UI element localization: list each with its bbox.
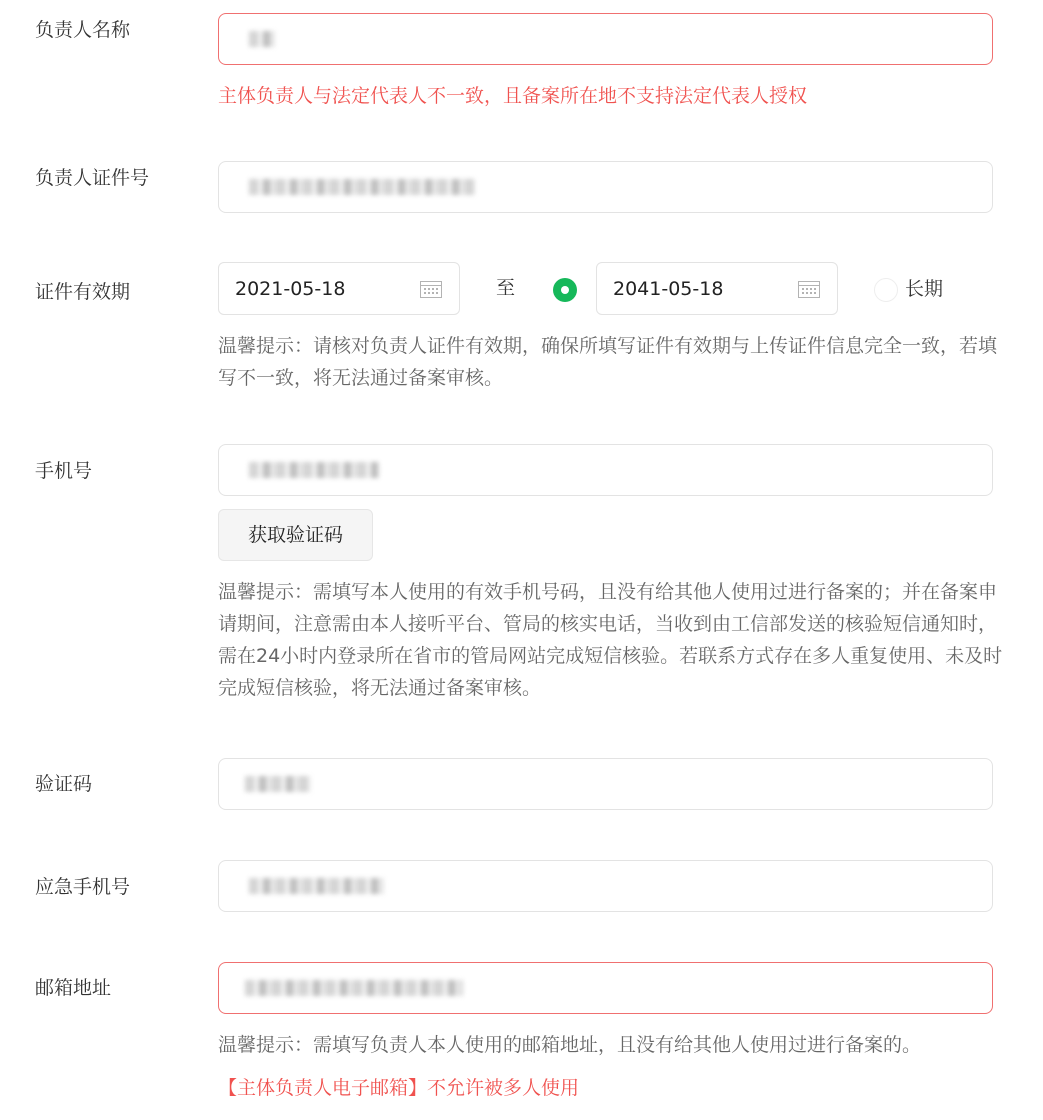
email-hint: 温馨提示：需填写负责人本人使用的邮箱地址，且没有给其他人使用过进行备案的。 (218, 1034, 922, 1056)
redacted-value (245, 980, 463, 996)
redacted-value (249, 31, 275, 47)
end-date-picker[interactable] (596, 262, 838, 315)
emergency-mobile-input[interactable] (218, 860, 993, 912)
redacted-value (245, 776, 311, 792)
calendar-icon (420, 280, 442, 298)
emergency-mobile-label: 应急手机号 (35, 876, 131, 898)
long-term-label: 长期 (905, 278, 944, 300)
start-date-picker[interactable] (218, 262, 460, 315)
principal-name-label: 负责人名称 (35, 19, 131, 41)
principal-id-input[interactable] (218, 161, 993, 213)
mobile-hint: 温馨提示：需填写本人使用的有效手机号码，且没有给其他人使用过进行备案的；并在备案申请期间，注意需由本人接听平台、管局的核实电话，当收到由工信部发送的核验短信通知时，需在24小时内登录所在省市的管局网站完成短信核验。若联系方式存在多人重复使用、未及时完成短信核验，将无法通过备案审核。 (218, 581, 1003, 699)
end-date-radio[interactable] (553, 278, 577, 302)
verification-code-label: 验证码 (35, 773, 93, 795)
validity-label: 证件有效期 (35, 281, 131, 303)
principal-name-error: 主体负责人与法定代表人不一致，且备案所在地不支持法定代表人授权 (218, 85, 808, 107)
mobile-label: 手机号 (35, 460, 93, 482)
calendar-icon (798, 280, 820, 298)
validity-hint: 温馨提示：请核对负责人证件有效期，确保所填写证件有效期与上传证件信息完全一致，若填写不一致，将无法通过备案审核。 (218, 335, 998, 389)
email-input[interactable] (218, 962, 993, 1014)
principal-name-input[interactable] (218, 13, 993, 65)
end-date-value: 2041-05-18 (613, 278, 724, 300)
verification-code-input[interactable] (218, 758, 993, 810)
get-code-button[interactable]: 获取验证码 (218, 509, 373, 561)
start-date-value: 2021-05-18 (235, 278, 346, 300)
mobile-input[interactable] (218, 444, 993, 496)
redacted-value (249, 878, 384, 894)
long-term-radio[interactable] (874, 278, 898, 302)
redacted-value (249, 179, 475, 195)
email-label: 邮箱地址 (35, 977, 112, 999)
email-error: 【主体负责人电子邮箱】不允许被多人使用 (218, 1077, 580, 1099)
principal-id-label: 负责人证件号 (35, 167, 150, 189)
redacted-value (249, 462, 379, 478)
date-range-separator: 至 (496, 277, 516, 299)
